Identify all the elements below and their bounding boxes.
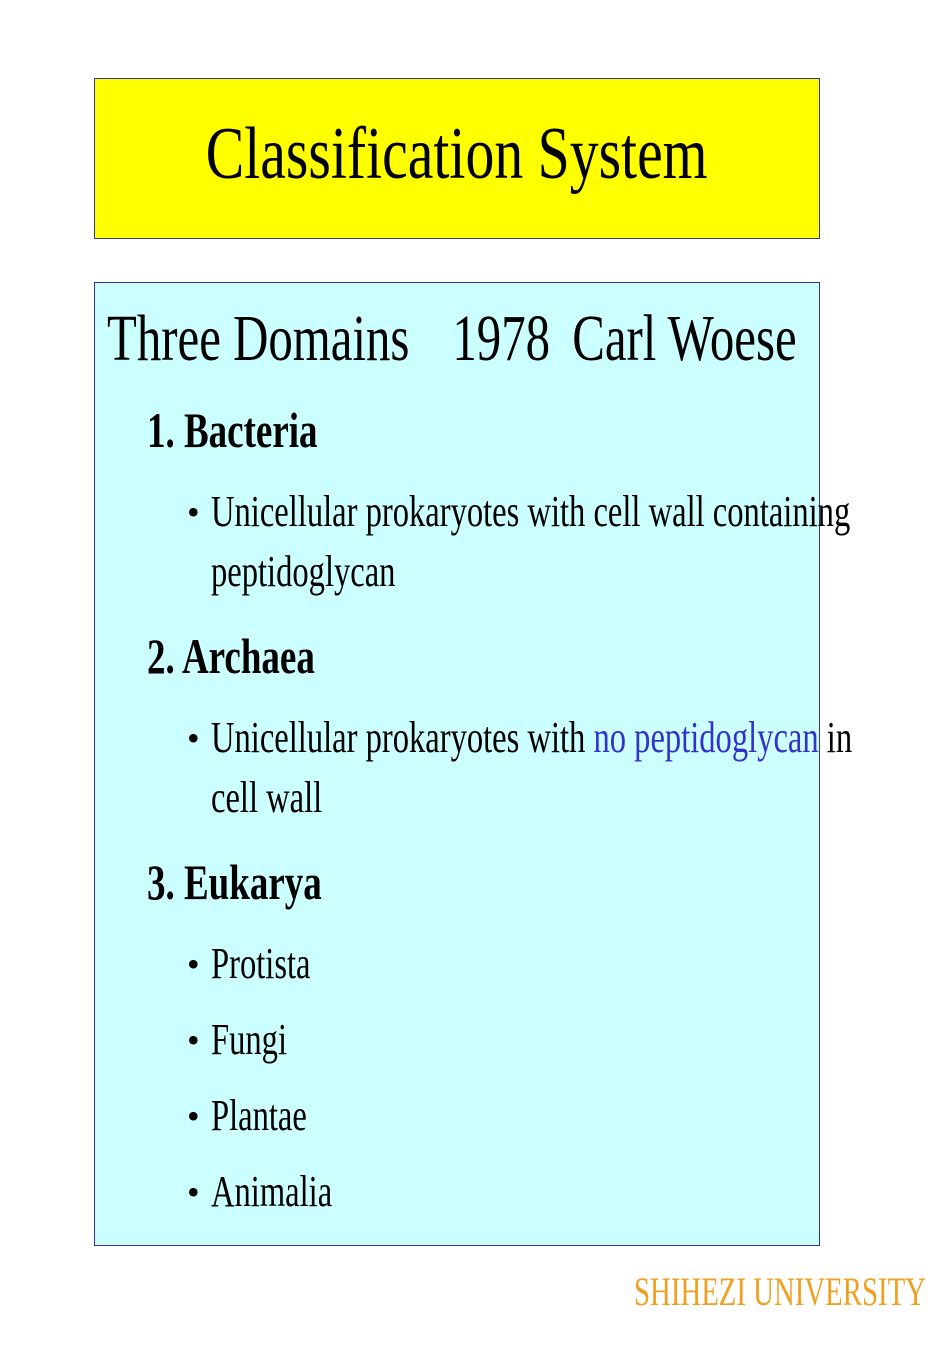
- slide-title: Classification System: [206, 113, 708, 195]
- domain-title-bacteria: 1. Bacteria: [147, 402, 318, 458]
- title-banner: [94, 78, 820, 239]
- domain-title-eukarya: 3. Eukarya: [147, 854, 322, 910]
- bullet-dot-icon: •: [187, 944, 200, 984]
- domains-heading: [107, 303, 952, 376]
- footer-university: SHIHEZI UNIVERSITY: [634, 1269, 926, 1314]
- bullet-dot-icon: •: [187, 1020, 200, 1060]
- heading-year: 1978: [452, 302, 551, 375]
- heading-person: Carl Woese: [572, 302, 797, 375]
- domain-title-archaea: 2. Archaea: [147, 628, 315, 684]
- bullet-dot-icon: •: [187, 1096, 200, 1136]
- bullet-dot-icon: •: [187, 1172, 200, 1212]
- bullet-dot-icon: •: [187, 718, 200, 758]
- content-panel: Three Domains 1978 Carl Woese 1. Bacteria • Unicellular prokaryotes with cell wall containing peptidoglycan 2. Archaea • Unicellular prokaryotes with no peptidoglycan in cell wall 3. Eukarya • Protista • Fungi • Plantae • Animalia: [94, 282, 820, 1246]
- heading-label: Three Domains: [107, 302, 410, 375]
- bullet-dot-icon: •: [187, 492, 200, 532]
- highlight-no-peptidoglycan: no peptidoglycan: [593, 713, 819, 762]
